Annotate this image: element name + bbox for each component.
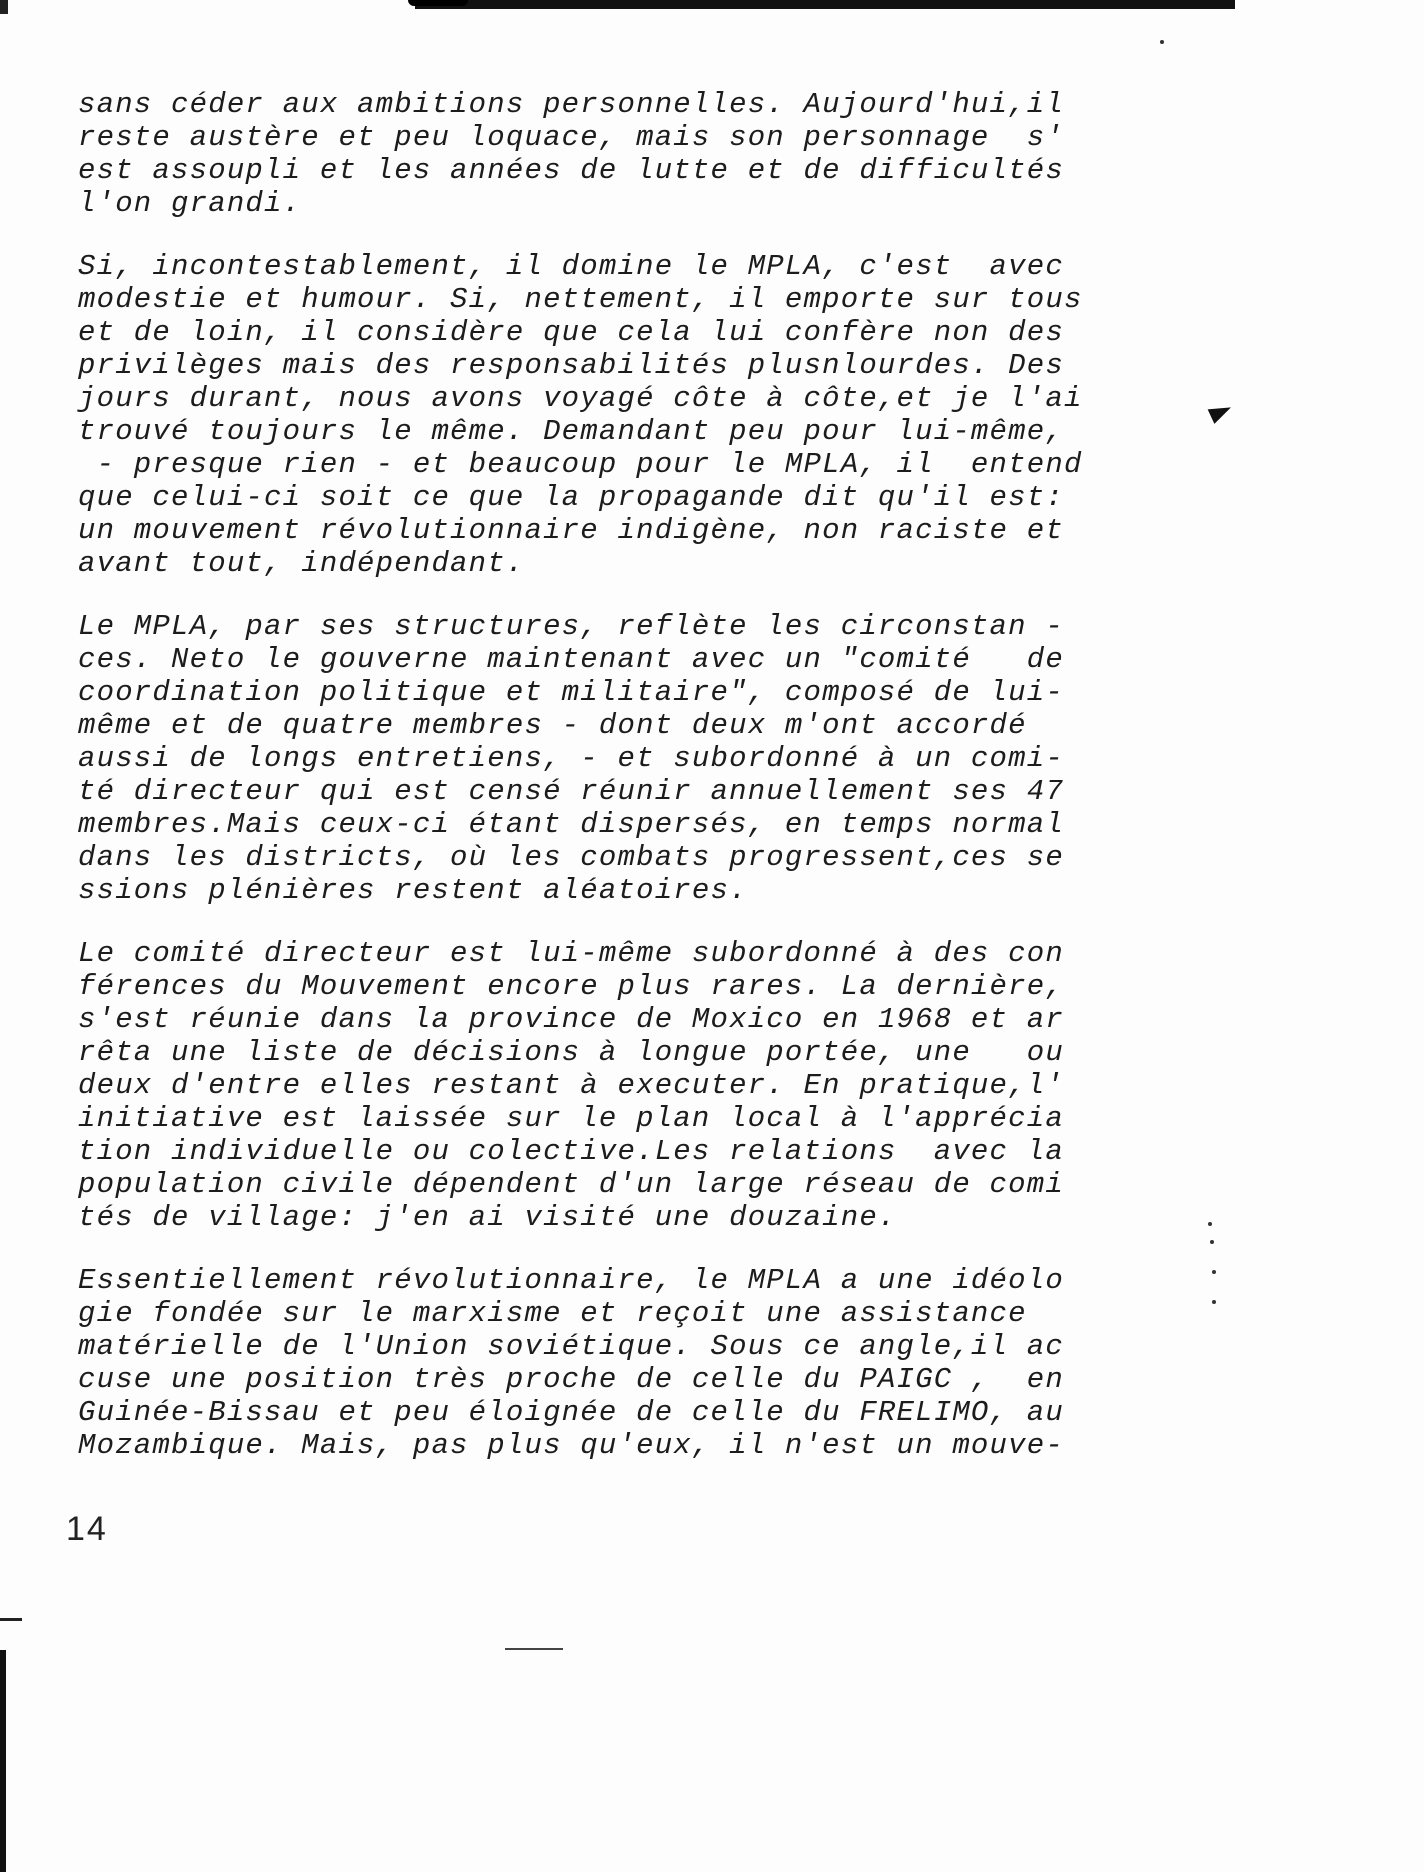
text-line: férences du Mouvement encore plus rares. La dernière,	[78, 970, 1064, 1003]
text-line: dans les districts, où les combats progressent,ces se	[78, 841, 1064, 874]
text-line: un mouvement révolutionnaire indigène, non raciste et	[78, 514, 1064, 547]
text-line: et de loin, il considère que cela lui confère non des	[78, 316, 1064, 349]
text-line: reste austère et peu loquace, mais son personnage s'	[78, 121, 1064, 154]
scan-artifact-corner	[0, 0, 8, 14]
text-line: ssions plénières restent aléatoires.	[78, 874, 748, 907]
text-line: Le comité directeur est lui-même subordonné à des con	[78, 937, 1064, 970]
paragraph	[78, 1264, 1198, 1462]
text-line: initiative est laissée sur le plan local à l'apprécia	[78, 1102, 1064, 1135]
text-line: l'on grandi.	[78, 187, 302, 220]
text-line: aussi de longs entretiens, - et subordonné à un comi-	[78, 742, 1064, 775]
text-line: est assoupli et les années de lutte et de difficultés	[78, 154, 1064, 187]
scan-speck	[1210, 1240, 1214, 1244]
text-line: té directeur qui est censé réunir annuellement ses 47	[78, 775, 1064, 808]
paragraph	[78, 937, 1198, 1234]
text-line: Mozambique. Mais, pas plus qu'eux, il n'est un mouve-	[78, 1429, 1064, 1462]
text-line: gie fondée sur le marxisme et reçoit une assistance	[78, 1297, 1027, 1330]
scan-artifact-left-edge	[0, 1650, 6, 1872]
scan-speck	[1212, 1300, 1216, 1304]
text-line: Le MPLA, par ses structures, reflète les circonstan -	[78, 610, 1064, 643]
scan-artifact-top-bar	[415, 0, 1235, 9]
text-line: s'est réunie dans la province de Moxico en 1968 et ar	[78, 1003, 1064, 1036]
text-line: membres.Mais ceux-ci étant dispersés, en temps normal	[78, 808, 1064, 841]
page-number: 14	[66, 1510, 108, 1548]
text-line: coordination politique et militaire", composé de lui-	[78, 676, 1064, 709]
margin-arrow-icon	[1208, 400, 1235, 424]
paragraph	[78, 610, 1198, 907]
text-line: avant tout, indépendant.	[78, 547, 525, 580]
paragraph	[78, 250, 1198, 580]
body-text	[78, 88, 1198, 1492]
text-line: trouvé toujours le même. Demandant peu pour lui-même,	[78, 415, 1064, 448]
text-line: même et de quatre membres - dont deux m'ont accordé	[78, 709, 1027, 742]
text-line: tés de village: j'en ai visité une douzaine.	[78, 1201, 897, 1234]
text-line: modestie et humour. Si, nettement, il emporte sur tous	[78, 283, 1083, 316]
paragraph	[78, 88, 1198, 220]
scan-speck	[1212, 1270, 1216, 1274]
text-line: - presque rien - et beaucoup pour le MPLA, il entend	[78, 448, 1083, 481]
text-line: matérielle de l'Union soviétique. Sous ce angle,il ac	[78, 1330, 1064, 1363]
scan-artifact-top-blob	[408, 0, 468, 6]
text-line: privilèges mais des responsabilités plusnlourdes. Des	[78, 349, 1064, 382]
text-line: ces. Neto le gouverne maintenant avec un "comité de	[78, 643, 1064, 676]
text-line: cuse une position très proche de celle du PAIGC , en	[78, 1363, 1064, 1396]
scan-artifact-bottom-dash	[505, 1648, 563, 1650]
text-line: population civile dépendent d'un large réseau de comi	[78, 1168, 1064, 1201]
text-line: que celui-ci soit ce que la propagande dit qu'il est:	[78, 481, 1064, 514]
scan-speck	[1208, 1222, 1212, 1226]
text-line: Essentiellement révolutionnaire, le MPLA a une idéolo	[78, 1264, 1064, 1297]
scan-artifact-left-dash	[0, 1618, 22, 1621]
text-line: deux d'entre elles restant à executer. En pratique,l'	[78, 1069, 1064, 1102]
text-line: tion individuelle ou colective.Les relations avec la	[78, 1135, 1064, 1168]
scan-speck	[1160, 40, 1164, 44]
text-line: Si, incontestablement, il domine le MPLA, c'est avec	[78, 250, 1064, 283]
text-line: Guinée-Bissau et peu éloignée de celle du FRELIMO, au	[78, 1396, 1064, 1429]
text-line: sans céder aux ambitions personnelles. Aujourd'hui,il	[78, 88, 1064, 121]
text-line: rêta une liste de décisions à longue portée, une ou	[78, 1036, 1064, 1069]
text-line: jours durant, nous avons voyagé côte à côte,et je l'ai	[78, 382, 1083, 415]
